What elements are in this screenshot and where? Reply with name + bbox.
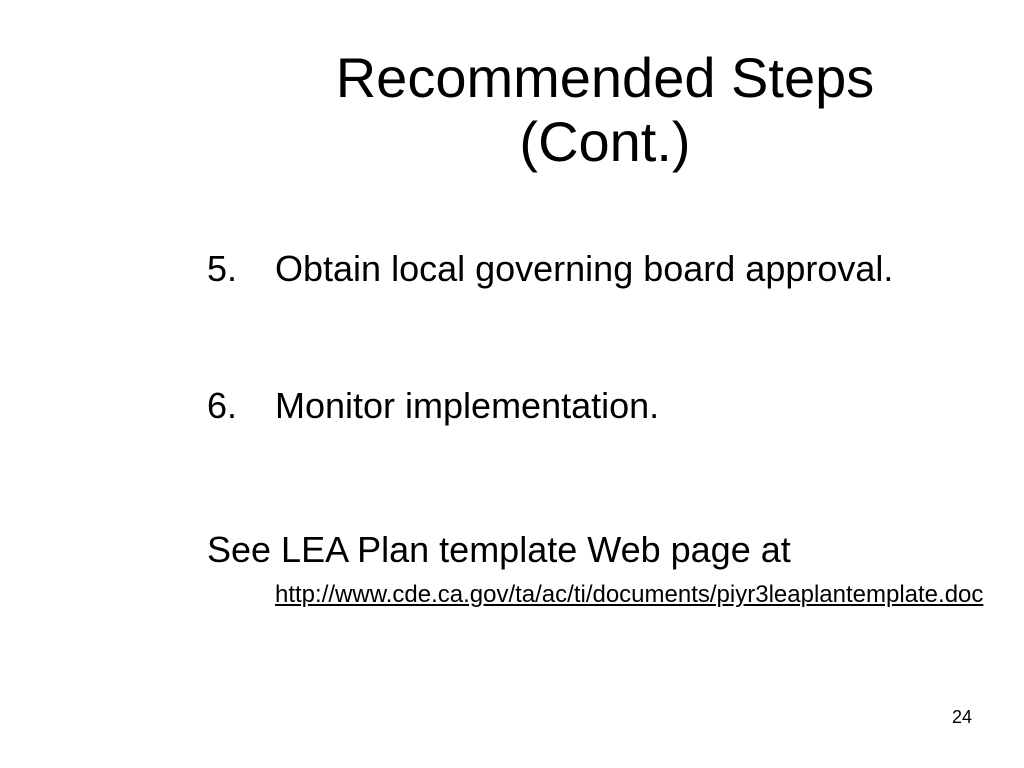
step-number: 6. [207,385,238,426]
step-number: 5. [207,248,238,289]
title-line-1: Recommended Steps [335,46,875,109]
slide-title [240,46,970,174]
list-item-step-6 [207,382,907,432]
list-item-step-5 [207,245,907,345]
slide-number: 24 [951,707,972,727]
template-note: See LEA Plan template Web page at [207,529,791,570]
step-text: Monitor implementation. [275,385,660,426]
step-text: Obtain local governing board approval. [275,248,894,289]
template-document-link[interactable]: http://www.cde.ca.gov/ta/ac/ti/documents/piyr3leaplantemplate.doc [275,581,984,608]
title-line-2: (Cont.) [519,110,691,173]
